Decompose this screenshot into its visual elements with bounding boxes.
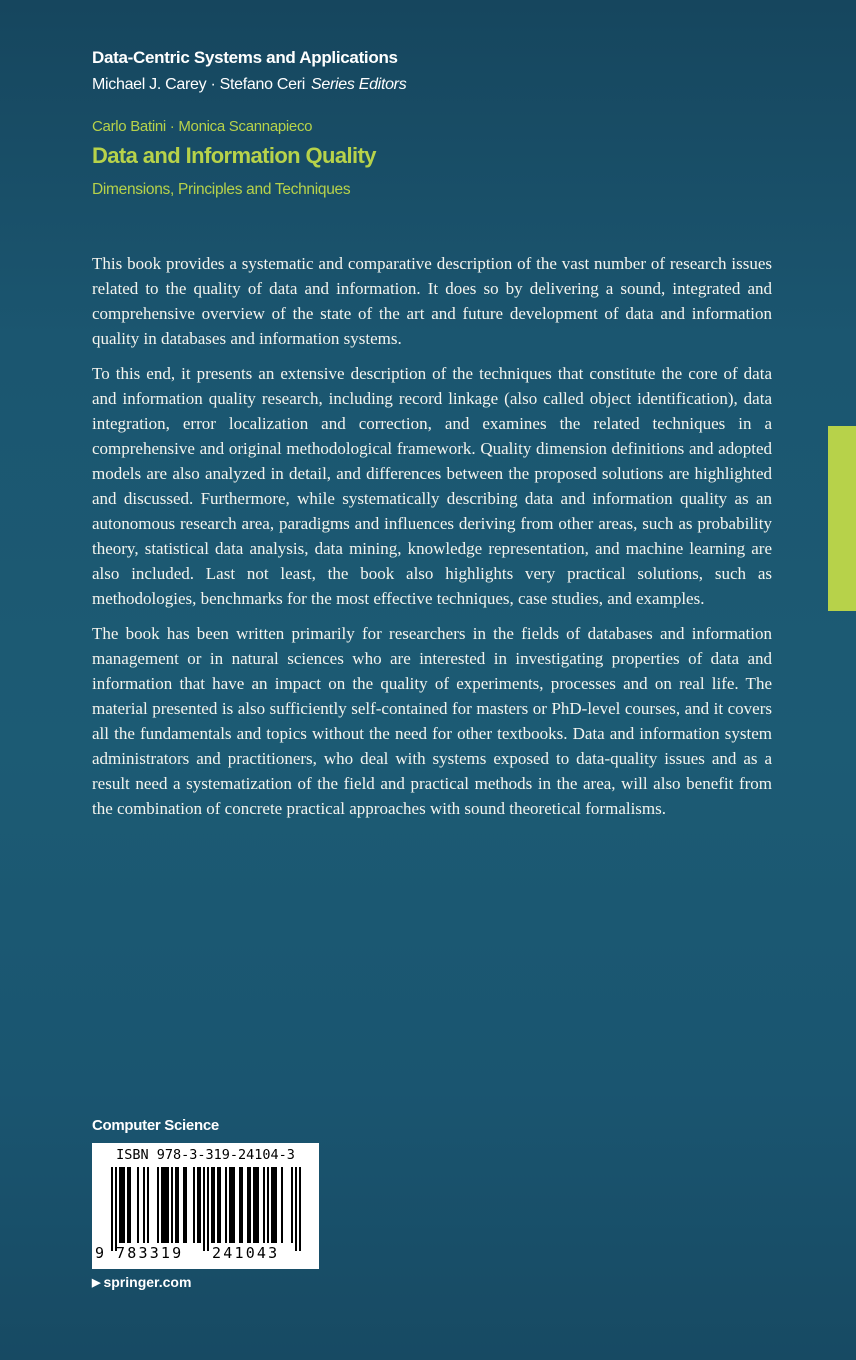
barcode-bar (273, 1167, 275, 1243)
barcode-bar (147, 1167, 149, 1243)
barcode-bar (249, 1167, 251, 1243)
barcode-right-group: 241043 (212, 1244, 280, 1262)
barcode-bar (185, 1167, 187, 1243)
barcode-bar (255, 1167, 257, 1243)
barcode-bar (225, 1167, 227, 1243)
book-title: Data and Information Quality (92, 143, 376, 168)
barcode-bar (115, 1167, 117, 1251)
barcode-bar (183, 1167, 185, 1243)
barcode-bar (211, 1167, 213, 1243)
barcode-bar (213, 1167, 215, 1243)
series-title: Data-Centric Systems and Applications (92, 48, 398, 67)
barcode-bar (143, 1167, 145, 1243)
barcode-bar (197, 1167, 199, 1243)
barcode-bar (123, 1167, 125, 1243)
barcode-bar (257, 1167, 259, 1243)
barcode-bar (165, 1167, 167, 1243)
book-subtitle: Dimensions, Principles and Techniques (92, 181, 351, 198)
barcode-bar (193, 1167, 195, 1243)
barcode-bar (177, 1167, 179, 1243)
barcode-bar (217, 1167, 219, 1243)
barcode-bar (263, 1167, 265, 1243)
spine-color-tab (828, 426, 856, 611)
barcode-bar (119, 1167, 121, 1243)
book-description (92, 251, 772, 831)
description-paragraph: To this end, it presents an extensive description of the techniques that constitute the core of data and information quality research, including record linkage (also called object identification), data integration, error localization and correction, and examines the related techniques in a comprehensive and original methodological framework. Quality dimension definitions and adopted models are also analyzed in detail, and differences between the proposed solutions are highlighted and discussed. Furthermore, while systematically describing data and information quality as an autonomous research area, paradigms and influences deriving from other areas, such as probability theory, statistical data analysis, data mining, knowledge representation, and machine learning are also included. Last not least, the book also highlights very practical solutions, such as methodologies, benchmarks for the most effective techniques, case studies, and examples. (92, 364, 772, 608)
barcode-bar (207, 1167, 209, 1251)
subject-category: Computer Science (92, 1117, 219, 1134)
barcode-bar (111, 1167, 113, 1251)
isbn-barcode (92, 1143, 319, 1269)
barcode-bar (127, 1167, 129, 1243)
barcode-bar (247, 1167, 249, 1243)
barcode-bar (275, 1167, 277, 1243)
series-editors-names: Michael J. Carey · Stefano Ceri (92, 76, 306, 93)
barcode-bar (253, 1167, 255, 1243)
barcode-bar (239, 1167, 241, 1243)
barcode-bar (231, 1167, 233, 1243)
description-paragraph: This book provides a systematic and comparative description of the vast number of research issues related to the quality of data and information. It does so by delivering a sound, integrated and comprehensive overview of the state of the art and future development of data and information quality in databases and information systems. (92, 254, 772, 348)
book-authors: Carlo Batini · Monica Scannapieco (92, 118, 313, 135)
barcode-bar (229, 1167, 231, 1243)
series-editors-role: Series Editors (311, 76, 407, 93)
barcode-bar (219, 1167, 221, 1243)
barcode-bar (161, 1167, 163, 1243)
barcode-bar (203, 1167, 205, 1251)
barcode-bar (199, 1167, 201, 1243)
barcode-bar (121, 1167, 123, 1243)
barcode-bar (241, 1167, 243, 1243)
barcode-bar (129, 1167, 131, 1243)
barcode-bar (175, 1167, 177, 1243)
publisher-link[interactable] (92, 1274, 191, 1290)
barcode-bar (291, 1167, 293, 1243)
series-editors (92, 76, 406, 94)
barcode-bar (267, 1167, 269, 1243)
barcode-bar (163, 1167, 165, 1243)
barcode-bar (281, 1167, 283, 1243)
barcode-bar (295, 1167, 297, 1251)
barcode-bar (233, 1167, 235, 1243)
barcode-bar (271, 1167, 273, 1243)
barcode-left-group: 783319 (116, 1244, 184, 1262)
isbn-label: ISBN 978-3-319-24104-3 (116, 1147, 295, 1163)
description-paragraph: The book has been written primarily for researchers in the fields of databases and information management or in natural sciences who are interested in investigating properties of data and information that have an impact on the quality of experiments, processes and on real life. The material presented is also sufficiently self-contained for masters or PhD-level courses, and it covers all the fundamentals and topics without the need for other textbooks. Data and information system administrators and practitioners, who deal with systems exposed to data-quality issues and as a result need a systematization of the field and practical methods in the area, will also benefit from the combination of concrete practical approaches with sound theoretical formalisms. (92, 624, 772, 818)
barcode-bar (137, 1167, 139, 1243)
barcode-lead-digit: 9 (95, 1244, 105, 1262)
barcode-bar (171, 1167, 173, 1243)
barcode-bar (299, 1167, 301, 1251)
publisher-url: springer.com (103, 1274, 192, 1290)
triangle-right-icon: ▶ (92, 1277, 101, 1289)
barcode-bar (157, 1167, 159, 1243)
barcode-bar (167, 1167, 169, 1243)
